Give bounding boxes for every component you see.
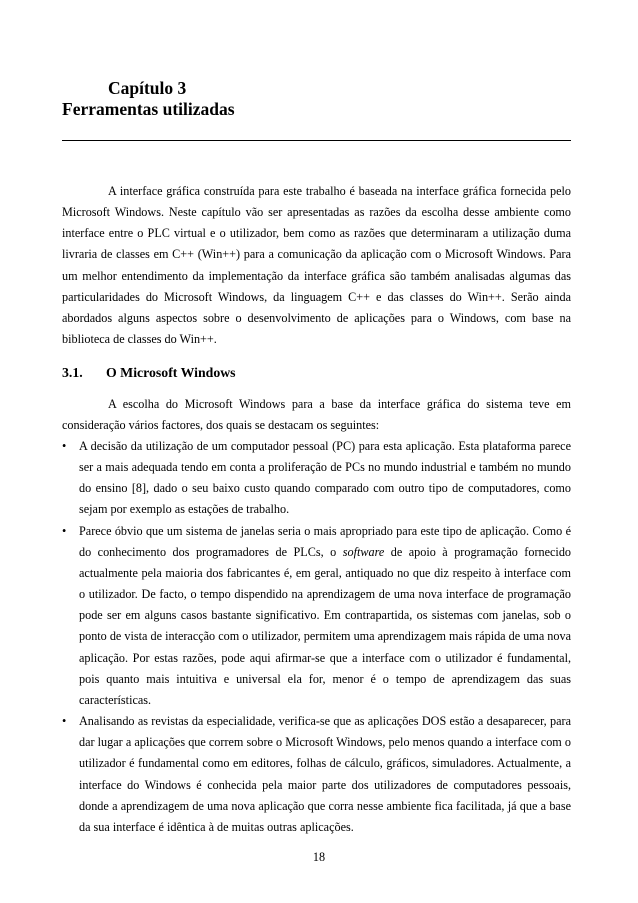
chapter-number: Capítulo 3 [108,78,187,98]
list-item [62,711,571,838]
horizontal-divider [62,140,571,141]
bullet-list [62,436,571,838]
bullet-icon: • [62,439,67,453]
section-paragraph: A escolha do Microsoft Windows para a base da interface gráfica do sistema teve em consideração vários factores, dos quais se destacam os seguintes: [62,397,571,433]
bullet-icon: • [62,714,67,729]
list-item-text: A decisão da utilização de um computador pessoal (PC) para esta aplicação. Esta plataforma parece ser a mais adequada tendo em conta a proliferação de PCs no mundo industrial e também no mundo do ensino [8], dado o seu baixo custo quando comparado com outro tipo de computadores, como sejam por exemplo as estações de trabalho. [79,439,571,517]
bullet-icon: • [62,523,67,538]
list-item [62,521,571,711]
list-item-text-before: Parece óbvio que um sistema de janelas seria o mais apropriado para este tipo de aplicação. Como é do conhecimento dos programadores de PLCs, o [79,523,571,559]
list-item-text-after: de apoio à programação fornecido actualmente pela maioria dos fabricantes é, em geral, antiquado no que diz respeito à interface com o utilizador. De facto, o tempo dispendido na aprendizagem de uma nova interface de programação pode ser em alguns casos bastante significativo. Em contrapartida, os sistemas com janelas, sob o ponto de vista de interacção com o utilizador, permitem uma aprendizagem mais rápida de uma nova aplicação. Por estas razões, pode aqui afirmar-se que a interface com o utilizador é fundamental, pois quanto mais intuitiva e universal ela for, menor é o tempo de aprendizagem das suas características. [79,544,572,707]
page-number: 18 [312,850,326,864]
list-item-italic-term: software [342,544,385,559]
chapter-heading [62,78,582,120]
list-item [62,436,571,521]
section-number: 3.1. [62,365,83,380]
section-heading [62,364,571,382]
section-title: O Microsoft Windows [106,365,236,380]
chapter-title: Ferramentas utilizadas [62,99,235,119]
list-item-text: Analisando as revistas da especialidade, verifica-se que as aplicações DOS estão a desaparecer, para dar lugar a aplicações que correm sobre o Microsoft Windows, pelo menos quando a interface com o utilizador é fundamental como em editores, folhas de cálculo, gráficos, simuladores. Actualmente, a interface do Windows é conhecida pela maior parte dos utilizadores de computadores pessoais, donde a aprendizagem de uma nova aplicação que corra nesse ambiente fica facilitada, já que a base da sua interface é idêntica à de muitas outras aplicações. [79,714,571,834]
intro-paragraph: A interface gráfica construída para este trabalho é baseada na interface gráfica fornecida pelo Microsoft Windows. Neste capítulo vão ser apresentadas as razões da escolha desse ambiente como interface entre o PLC virtual e o utilizador, bem como as razões que determinaram a utilização duma livraria de classes em C++ (Win++) para a comunicação da aplicação com o Microsoft Windows. Para um melhor entendimento da implementação da interface gráfica são também analisadas algumas das particularidades do Microsoft Windows, da linguagem C++ e das classes do Win++. Serão ainda abordados alguns aspectos sobre o desenvolvimento de aplicações para o Windows, com base na biblioteca de classes do Win++. [62,184,571,347]
